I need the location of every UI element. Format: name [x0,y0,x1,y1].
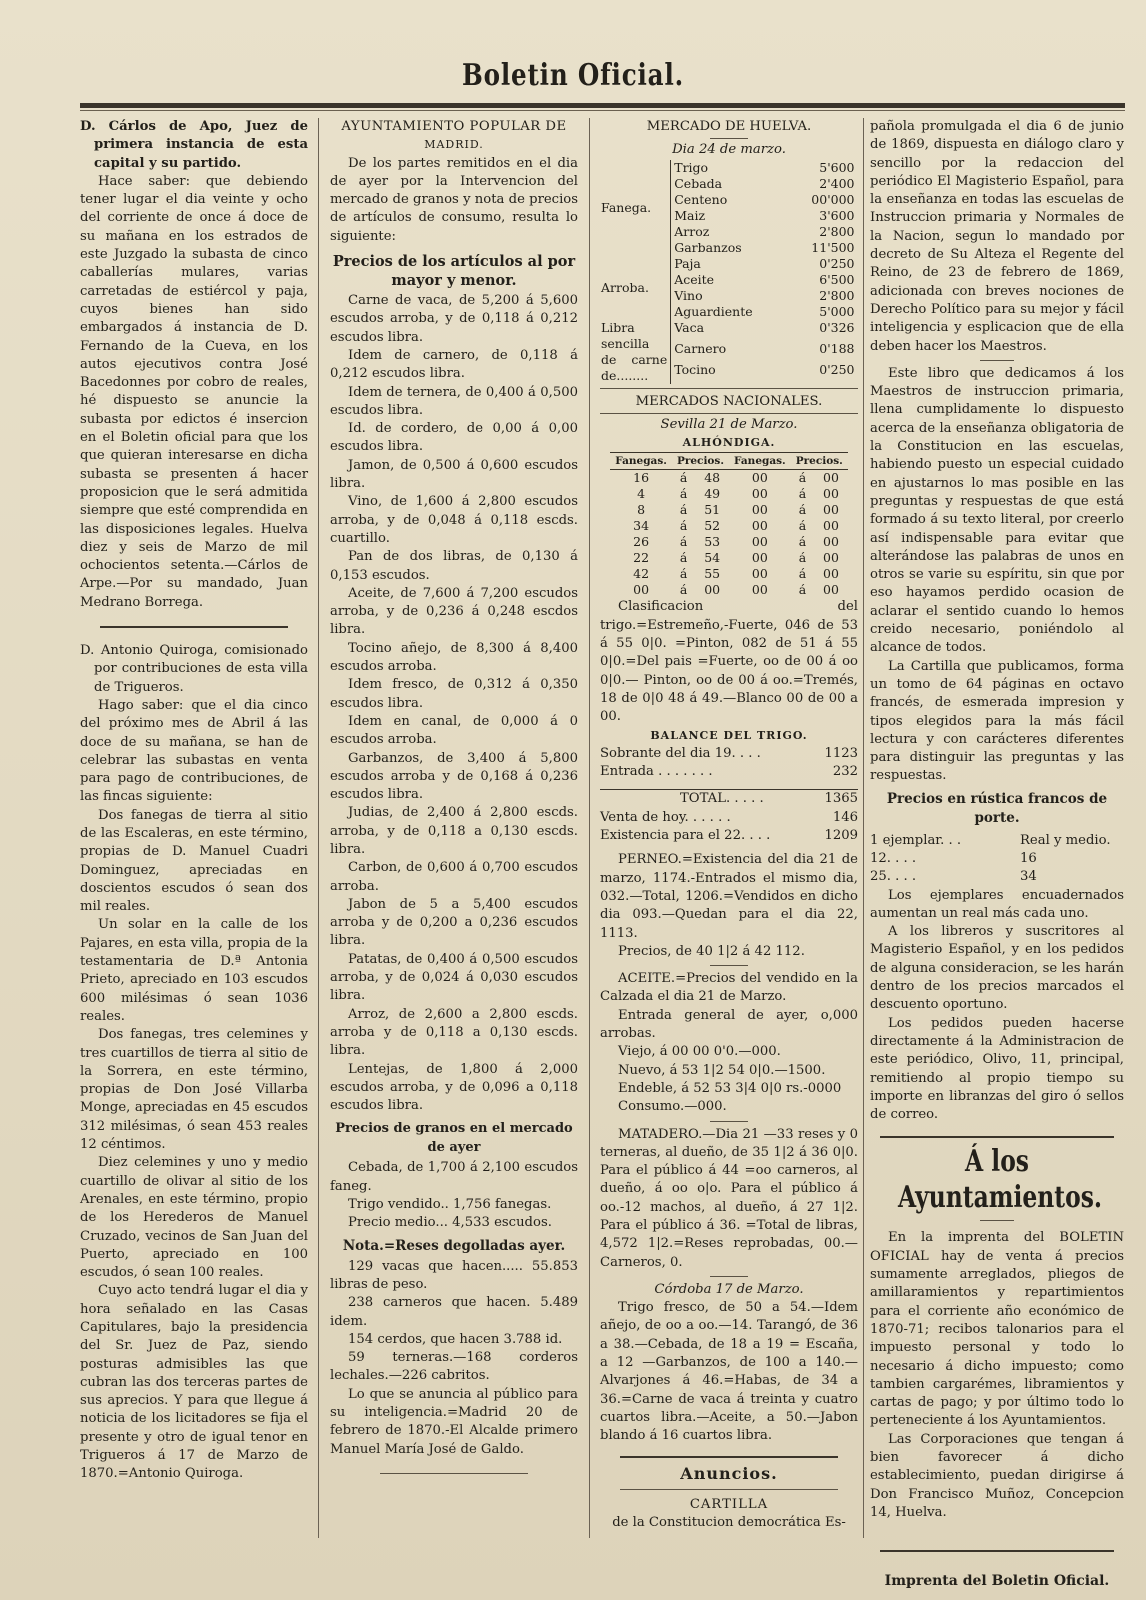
grain-cell: 00 [823,550,839,566]
market-item: Arroz [674,223,710,239]
grain-col-header: Precios. [791,453,848,470]
section-rule [980,1220,1014,1221]
grain-cell: 34 [633,518,650,534]
market-item: Centeno [674,191,728,207]
price-item: Idem de carnero, de 0,118 á 0,212 escudos libra. [330,347,578,382]
market-price: 2'800 [819,287,855,303]
sevilla-grain-table [610,452,848,598]
intro-paragraph: De los partes remitidos en el dia de ayer por la Intervencion del mercado de granos y nota de precios de artículos de consumo, resulta lo siguiente: [330,155,578,244]
grain-row [610,582,848,598]
masthead-title: Boletin Oficial. [461,58,685,93]
market-item: Aguardiente [674,303,753,319]
price-item: Judias, de 2,400 á 2,800 escds. arroba, y de 0,118 a 0,130 escds. libra. [330,805,578,857]
cartilla-paragraph: Los ejemplares encuadernados aumentan un real más cada uno. [870,887,1124,921]
market-price: 11'500 [811,239,855,255]
grain-cell: 00 [704,582,721,598]
balance-row [600,809,858,827]
market-item: Maiz [674,207,706,223]
market-price: 3'600 [819,207,855,223]
grain-cell: á [679,582,688,598]
market-item: Paja [674,255,701,271]
grain-cell: á [798,502,807,518]
price-item: Idem de ternera, de 0,400 á 0,500 escudos libra. [330,384,578,418]
aceite-line: Consumo.—000. [618,1099,727,1115]
market-item: Vaca [674,319,705,335]
price-item: Patatas, de 0,400 á 0,500 escudos arroba, y de 0,024 á 0,030 escudos libra. [330,951,578,1004]
price-item: Pan de dos libras, de 0,130 á 0,153 escudos. [330,549,578,583]
section-rule [710,965,748,966]
edict-heading: D. Cárlos de Apo, Juez de primera instancia de esta capital y su partido. [80,119,308,171]
balance-label: Venta de hoy. . . . . . [600,809,731,825]
grain-cell: 49 [704,486,721,502]
grain-cell: 16 [633,470,650,486]
grain-row [610,486,848,502]
porte-quantity: 25. . . . [870,869,917,885]
grain-cell: 8 [637,502,646,518]
grain-cell: 51 [704,502,721,518]
market-price: 0'188 [819,340,855,356]
grain-cell: 00 [751,518,768,534]
section-rule [710,1276,748,1277]
balance-label: Sobrante del dia 19. . . . [600,745,761,761]
edict-paragraph: Hago saber: que el dia cinco del próximo mes de Abril á las doce de su mañana, se han de celebrar las subastas en venta para pago de contribuciones, de las fincas siguiente: [80,697,308,805]
grain-cell: á [798,566,807,582]
grain-cell: á [679,470,688,486]
grain-cell: 4 [637,486,646,502]
column-1 [80,118,308,1484]
perneo-prices: Precios, de 40 1|2 á 42 112. [618,943,805,959]
anuncios-heading: Anuncios. [680,1463,778,1483]
edict-body: Hace saber: que debiendo tener lugar el dia veinte y ocho del corriente de once á doce de su mañana en los estrados de este Juzgado la subasta de cinco caballerías mulares, varias carretadas de estiércol y paja, cuyos bienes han sido embargados á instancia de D. Fernando de la Cueva, en los autos ejecutivos contra José Bacedonnes por cobro de reales, hé dispuesto se anuncie la subasta por edictos é insercion en el Boletin oficial para que los que quieran interesarse en dicha subasta se presenten á hacer proposicion que le será admitida siempre que esté comprendida en las disposiciones legales. Huelva diez y seis de Marzo de mil ochocientos setenta.—Cárlos de Arpe.—Por su mandado, Juan Medrano Borrega. [80,173,308,610]
column-divider [589,118,590,1538]
grain-cell: 00 [823,582,839,598]
market-item: Garbanzos [674,239,742,255]
cartilla-subtitle: de la Constitucion democrática Es- [612,1514,846,1530]
balance-row [600,827,858,845]
title-rule [600,413,858,414]
porte-row [870,850,1124,868]
market-item: Trigo [674,159,709,175]
market-date: Dia 24 de marzo. [672,142,786,158]
matadero-paragraph: MATADERO.—Dia 21 —33 reses y 0 terneras, al dueño, de 35 1|2 á 36 0|0. Para el público á 44 =oo carneros, al dueño, á oo o|o. Para el público á oo.-12 machos, al dueño, á 27 1|2. Para el público á 36. =Total de libras, 4,572 1|2.=Reses reprobadas, 00.—Carneros, 0. [600,1126,858,1270]
market-group-label: Fanega. [598,160,671,256]
aceite-line: Entrada general de ayer, o,000 arrobas. [600,1007,858,1042]
market-price: 2'400 [819,175,855,191]
ayuntamientos-paragraph: Las Corporaciones que tengan á bien favorecer á dicho establecimiento, puedan dirigirse á Don Francisco Muñoz, Concepcion 14, Huelva. [870,1431,1124,1520]
column-3 [600,118,858,1532]
grain-item: Trigo vendido.. 1,756 fanegas. [348,1197,552,1213]
balance-value: 232 [832,764,858,780]
table-rule [600,388,858,389]
market-price: 6'500 [819,271,855,287]
market-price: 0'250 [819,362,855,378]
market-title: MERCADO DE HUELVA. [646,119,812,134]
section-rule [620,1456,838,1458]
grain-cell: á [798,470,807,486]
market-price: 5'000 [819,303,855,319]
end-rule [380,1473,528,1474]
grain-cell: 00 [823,502,839,518]
edict-heading: D. Antonio Quiroga, comisionado por contribuciones de esta villa de Trigueros. [80,643,308,695]
cartilla-paragraph: Los pedidos pueden hacerse directamente á la Administracion de este periódico, Olivo, 11, principal, remitiendo al propio tiempo su importe en libranzas del giro ó sellos de correo. [870,1015,1124,1123]
price-item: Vino, de 1,600 á 2,800 escudos arroba, y de 0,048 á 0,118 escds. cuartillo. [330,494,578,546]
porte-price: 34 [1020,869,1037,885]
grain-cell: 00 [751,486,768,502]
imprint-footer: Imprenta del Boletin Oficial. [884,1573,1110,1590]
porte-price: 16 [1020,850,1037,866]
grain-cell: 00 [823,470,839,486]
note-item: Lo que se anuncia al público para su inteligencia.=Madrid 20 de febrero de 1870.-El Alcalde primero Manuel María José de Galdo. [330,1386,578,1457]
market-price: 00'000 [811,191,855,207]
price-item: Carbon, de 0,600 á 0,700 escudos arroba. [330,860,578,894]
cordoba-date: Córdoba 17 de Marzo. [654,1281,804,1297]
title-rule [710,138,748,139]
grain-cell: á [679,502,688,518]
grain-cell: 48 [704,470,721,486]
market-row [598,160,858,176]
balance-value: 146 [832,809,858,825]
note-item: 59 terneras.—168 corderos lechales.—226 cabritos. [330,1350,578,1384]
grain-item: Cebada, de 1,700 á 2,100 escudos faneg. [330,1160,578,1194]
grain-cell: 55 [704,566,721,582]
note-list [330,1258,578,1459]
grain-heading: Precios de granos en el mercado de ayer [335,1121,573,1156]
balance-heading: BALANCE DEL TRIGO. [650,728,808,742]
alhondiga-label: ALHÓNDIGA. [682,436,776,450]
grain-cell: á [798,534,807,550]
market-price: 0'250 [819,255,855,271]
porte-row [870,832,1124,850]
grain-cell: á [798,486,807,502]
market-item: Cebada [674,175,723,191]
ayuntamientos-paragraph: En la imprenta del BOLETIN OFICIAL hay de venta á precios sumamente arreglados, pliegos de amillaramientos y repartimientos para el corriente año económico de 1870-71; recibos talonarios para el impuesto personal y todo lo necesario á dicho impuesto; como tambien cargarémes, libramientos y cartas de pago; y por último todo lo perteneciente á los Ayuntamientos. [870,1230,1124,1429]
price-item: Tocino añejo, de 8,300 á 8,400 escudos arroba. [330,640,578,675]
price-item: Aceite, de 7,600 á 7,200 escudos arroba, y de 0,236 á 0,248 escdos libra. [330,585,578,638]
cartilla-description: pañola promulgada el dia 6 de junio de 1869, dispuesta en diálogo claro y sencillo por la redaccion del periódico El Magisterio Español, para la enseñanza en todas las escuelas de Instruccion primaria y Normales de la Nacion, segun lo mandado por decreto de Su Alteza el Regente del Reino, de 23 de febrero de 1869, adicionada con breves nociones de Derecho Político para su mejor y fácil inteligencia y esplicacion que de ella deben hacer los Maestros. [870,119,1124,354]
grain-row [610,550,848,566]
cartilla-paragraph: A los libreros y suscritores al Magisterio Español, y en los pedidos de alguna consideracion, se les harán dentro de los precios marcados el descuento oportuno. [870,924,1124,1013]
column-4 [870,118,1124,1590]
grain-col-header: Fanegas. [729,453,791,470]
grain-cell: á [798,518,807,534]
ayuntamientos-heading: Á los Ayuntamientos. [897,1144,1103,1216]
grain-cell: á [679,518,688,534]
grain-cell: á [679,566,688,582]
section-rule [710,1121,748,1122]
porte-price: Real y medio. [1020,832,1111,848]
edict-paragraph: Dos fanegas, tres celemines y tres cuartillos de tierra al sitio de la Sorrera, en este término, propias de Don José Villarba Monge, apreciadas en 45 escudos 312 milésimas, ó sean 453 reales 12 céntimos. [80,1027,308,1153]
grain-cell: 00 [823,566,839,582]
porte-row [870,868,1124,886]
price-item: Jabon de 5 a 5,400 escudos arroba y de 0,200 a 0,236 escudos libra. [330,896,578,949]
grain-cell: á [679,534,688,550]
price-item: Lentejas, de 1,800 á 2,000 escudos arroba, y de 0,096 a 0,118 escudos libra. [330,1061,578,1114]
section-title: AYUNTAMIENTO POPULAR DE [341,119,567,134]
grain-col-header: Fanegas. [610,453,672,470]
market-item: Vino [674,287,703,303]
price-item: Idem fresco, de 0,312 á 0,350 escudos libra. [330,677,578,711]
wheat-classification: Clasificacion del trigo.=Estremeño,-Fuerte, 046 de 53 á 55 0|0. =Pinton, 082 de 51 á 55 0|0.=Del pais =Fuerte, oo de 00 á oo 0|0.— Pinton, oo de 00 á oo.=Tremés, 18 de 0|0 48 á 49.—Blanco 00 de 00 a 00. [600,599,858,725]
prices-heading: Precios de los artículos al por mayor y menor. [332,253,576,290]
market-item: Aceite [674,271,715,287]
grain-cell: 00 [751,502,768,518]
edict-paragraph: Diez celemines y uno y medio cuartillo de olivar al sitio de los Arenales, en este término, propio de los Herederos de Manuel Cruzado, vecinos de San Juan del Puerto, apreciado en 100 escudos, ó sean 100 reales. [80,1155,308,1281]
price-item: Id. de cordero, de 0,00 á 0,00 escudos libra. [330,421,578,455]
section-rule [880,1550,1114,1552]
balance-row [600,789,858,808]
balance-row [600,763,858,781]
edict-paragraph: Cuyo acto tendrá lugar el dia y hora señalado en las Casas Capitulares, bajo la presidencia del Sr. Juez de Paz, siendo posturas admisibles las que cubran las dos terceras partes de sus aprecios. Y para que llegue á noticia de los licitadores se fija el presente y otro de igual tenor en Trigueros á 17 de Marzo de 1870.=Antonio Quiroga. [80,1283,308,1482]
sevilla-date: Sevilla 21 de Marzo. [660,416,798,432]
grain-cell: 00 [751,534,768,550]
prices-list [330,292,578,1115]
price-item: Idem en canal, de 0,000 á 0 escudos arroba. [330,713,578,748]
market-group-label: Libra sencilla de carne de........ [598,320,671,384]
masthead-rule [80,103,1125,108]
market-price: 0'326 [819,319,855,335]
grain-cell: 00 [751,550,768,566]
market-row [598,320,858,341]
grain-cell: 42 [633,566,650,582]
section-rule [980,360,1014,361]
grain-cell: á [798,582,807,598]
price-item: Arroz, de 2,600 a 2,800 escds. arroba y de 0,118 a 0,130 escds. libra. [330,1006,578,1059]
section-rule [100,626,288,628]
aceite-line: Endeble, á 52 53 3|4 0|0 rs.-0000 [618,1080,842,1096]
aceite-list [600,1007,858,1117]
market-item: Tocino [674,362,716,378]
grain-row [610,518,848,534]
grain-cell: á [679,486,688,502]
price-item: Jamon, de 0,500 á 0,600 escudos libra. [330,457,578,492]
column-2 [330,118,578,1478]
cartilla-paragraph: La Cartilla que publicamos, forma un tomo de 64 páginas en octavo francés, de esmerada impresion y tipos elegidos para la más fácil lectura y con carácteres diferentes para distinguir las preguntas y las respuestas. [870,658,1124,784]
balance-row [600,745,858,763]
grain-cell: á [679,550,688,566]
porte-heading: Precios en rústica francos de porte. [886,790,1108,826]
note-item: 238 carneros que hacen. 5.489 idem. [330,1295,578,1329]
grain-row [610,502,848,518]
grain-col-header: Precios. [672,453,729,470]
grain-cell: 00 [751,470,768,486]
balance-label: Entrada . . . . . . . [600,764,713,780]
grain-cell: 53 [704,534,721,550]
price-item: Garbanzos, de 3,400 á 5,800 escudos arroba y de 0,168 á 0,236 escudos libra. [330,750,578,803]
cordoba-paragraph: Trigo fresco, de 50 a 54.—Idem añejo, de oo a oo.—14. Tarangó, de 36 a 38.—Cebada, de 18 a 19 = Escaña, a 12 —Garbanzos, de 100 a 140.—Alvarjones á 46.=Habas, de 34 a 36.=Carne de vaca á treinta y cuatro cuartos libra.—Aceite, a 50.—Jabon blando á 16 cuartos libra. [600,1300,858,1444]
section-rule [880,1136,1114,1138]
grain-list [330,1159,578,1232]
note-heading: Nota.=Reses degolladas ayer. [342,1237,566,1254]
balance-value: 1123 [824,745,858,761]
note-item: 129 vacas que hacen..... 55.853 libras de peso. [330,1258,578,1292]
national-markets-title: MERCADOS NACIONALES. [635,393,823,409]
grain-row [610,534,848,550]
grain-cell: 26 [633,534,650,550]
balance-list [600,745,858,845]
grain-cell: 00 [823,518,839,534]
masthead-rule-thin [80,110,1125,111]
edict-paragraph: Dos fanegas de tierra al sitio de las Escaleras, en este término, propias de D. Manuel Cuadri Dominguez, apreciadas en doscientos escudos ó sean dos mil reales. [80,807,308,915]
note-item: 154 cerdos, que hacen 3.788 id. [348,1331,563,1347]
cartilla-title: CARTILLA [689,1496,769,1512]
balance-value: 1209 [824,828,858,844]
grain-cell: 00 [633,582,650,598]
market-price: 5'600 [819,159,855,175]
section-subtitle: MADRID. [424,138,484,152]
aceite-paragraph: ACEITE.=Precios del vendido en la Calzada el dia 21 de Marzo. [600,971,858,1005]
huelva-price-table [598,160,858,384]
grain-row [610,566,848,582]
edict-paragraph: Un solar en la calle de los Pajares, en esta villa, propia de la testamentaria de D.ª Antonia Prieto, apreciado en 103 escudos 600 milésimas ó sean 1036 reales. [80,917,308,1024]
grain-cell: 00 [751,582,768,598]
grain-cell: 54 [704,550,721,566]
balance-label: TOTAL. . . . . [680,791,764,807]
grain-cell: 00 [823,486,839,502]
aceite-line: Nuevo, á 53 1|2 54 0|0.—1500. [618,1062,826,1078]
aceite-line: Viejo, á 00 00 0'0.—000. [618,1044,781,1060]
column-divider [318,118,319,1538]
balance-value: 1365 [824,791,858,807]
porte-quantity: 1 ejemplar. . . [870,832,962,848]
perneo-paragraph: PERNEO.=Existencia del dia 21 de marzo, 1174.-Entrados el mismo dia, 032.—Total, 1206.=Vendidos en dicho dia 093.—Quedan para el dia 22, 1113. [600,852,858,941]
grain-cell: 00 [751,566,768,582]
market-row [598,256,858,272]
balance-label: Existencia para el 22. . . . [600,828,771,844]
column-divider [863,118,864,1538]
grain-cell: 22 [633,550,650,566]
market-item: Carnero [674,340,727,356]
market-group-label: Arroba. [598,256,671,320]
section-rule [620,1489,838,1490]
grain-cell: á [798,550,807,566]
grain-row [610,470,848,487]
grain-cell: 00 [823,534,839,550]
porte-quantity: 12. . . . [870,850,917,866]
price-item: Carne de vaca, de 5,200 á 5,600 escudos arroba, y de 0,118 á 0,212 escudos libra. [330,293,578,345]
grain-cell: 52 [704,518,721,534]
porte-list [870,832,1124,887]
cartilla-paragraph: Este libro que dedicamos á los Maestros de instruccion primaria, llena cumplidamente lo dispuesto acerca de la enseñanza obligatoria de la Constitucion en las escuelas, habiendo puesto un especial cuidado en ajustarnos lo mas posible en las preguntas y respuestas de que está formado á su texto literal, por creerlo así indispensable para evitar que alterándose las palabras de unos en otros se varie su espíritu, sin que por eso hayamos perdido ocasion de aclarar el sentido cuando lo hemos creido necesario, poniéndolo al alcance de todos. [870,365,1124,656]
grain-item: Precio medio... 4,533 escudos. [348,1215,552,1231]
market-price: 2'800 [819,223,855,239]
